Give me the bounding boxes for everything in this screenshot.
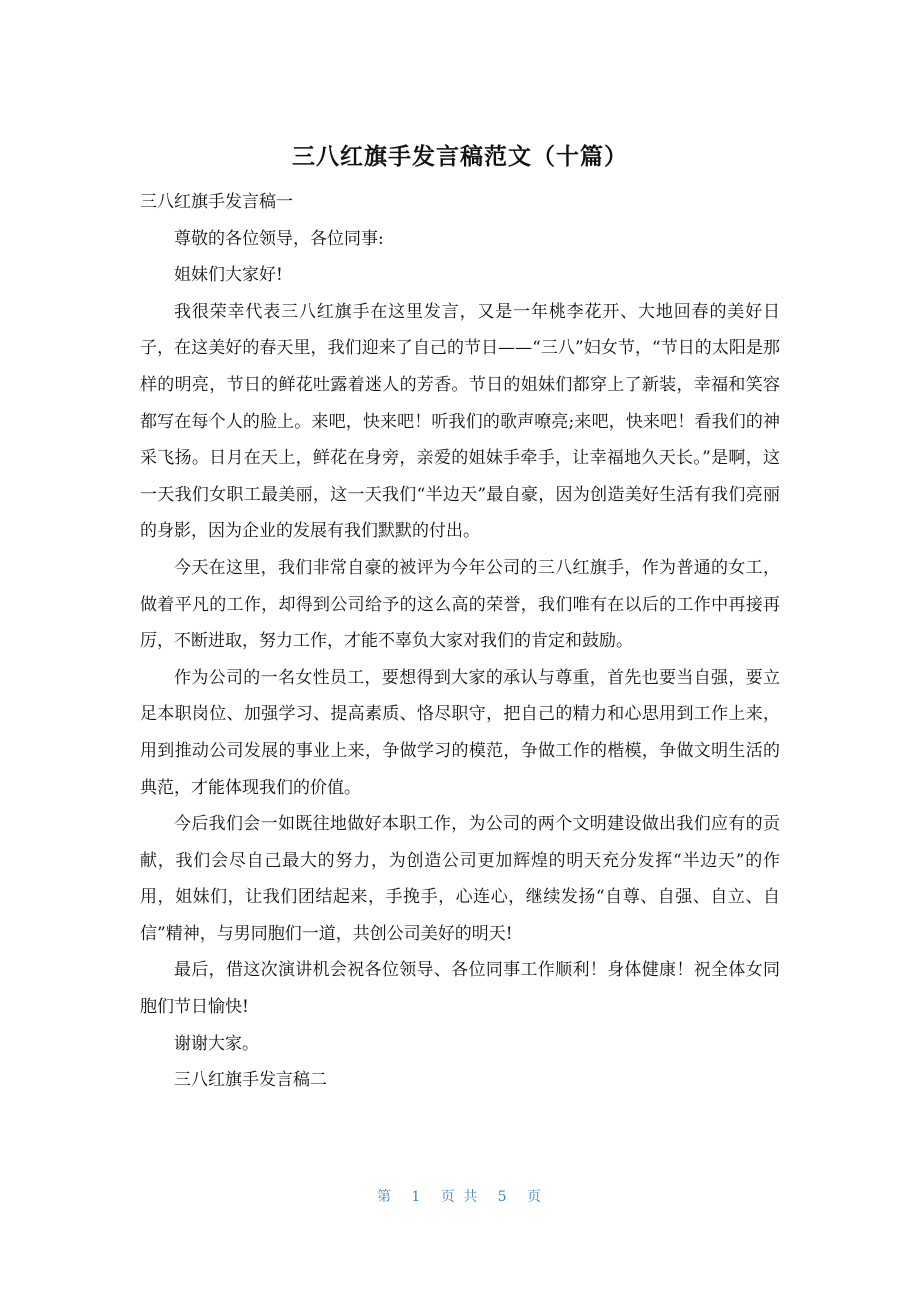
footer-total-pages: 5 [497, 1189, 509, 1205]
paragraph-3: 作为公司的一名女性员工，要想得到大家的承认与尊重，首先也要当自强，要立足本职岗位、加强学习、提高素质、恪尽职守，把自己的精力和心思用到工作上来，用到推动公司发展的事业上来，争做学习的模范，争做工作的楷模，争做文明生活的典范，才能体现我们的价值。 [140, 667, 780, 798]
paragraph-greeting: 姐妹们大家好! [174, 265, 283, 286]
footer-label-pages: 页 [527, 1189, 544, 1205]
section-heading: 三八红旗手发言稿一 [140, 192, 293, 212]
footer-label-page: 第 [376, 1189, 393, 1205]
footer-label-of: 页 共 [440, 1189, 480, 1205]
paragraph-2: 今天在这里，我们非常自豪的被评为今年公司的三八红旗手，作为普通的女工，做着平凡的工作，却得到公司给予的这么高的荣誉，我们唯有在以后的工作中再接再厉，不断进取，努力工作，才能不辜负大家对我们的肯定和鼓励。 [140, 557, 780, 652]
paragraph-5: 最后，借这次演讲机会祝各位领导、各位同事工作顺利！身体健康！祝全体女同胞们节日愉快! [140, 960, 780, 1018]
paragraph-4: 今后我们会一如既往地做好本职工作，为公司的两个文明建设做出我们应有的贡献，我们会尽自己最大的努力，为创造公司更加辉煌的明天充分发挥“半边天”的作用，姐妹们，让我们团结起来，手挽手，心连心，继续发扬“自尊、自强、自立、自信”精神，与男同胞们一道，共创公司美好的明天! [140, 814, 780, 944]
page-footer [0, 1186, 920, 1208]
paragraph-closing: 谢谢大家。 [174, 1033, 259, 1054]
paragraph-salutation: 尊敬的各位领导，各位同事: [174, 228, 384, 249]
paragraph-1: 我很荣幸代表三八红旗手在这里发言，又是一年桃李花开、大地回春的美好日子，在这美好的春天里，我们迎来了自己的节日——“三八”妇女节，“节日的太阳是那样的明亮，节日的鲜花吐露着迷人的芳香。节日的姐妹们都穿上了新装，幸福和笑容都写在每个人的脸上。来吧，快来吧！听我们的歌声嘹亮;来吧，快来吧！看我们的神采飞扬。日月在天上，鲜花在身旁，亲爱的姐妹手牵手，让幸福地久天长。”是啊，这一天我们女职工最美丽，这一天我们“半边天”最自豪，因为创造美好生活有我们亮丽的身影，因为企业的发展有我们默默的付出。 [140, 301, 780, 542]
next-section-heading: 三八红旗手发言稿二 [174, 1070, 327, 1091]
document-body [140, 184, 780, 1099]
document-title: 三八红旗手发言稿范文（十篇） [292, 144, 628, 170]
footer-current-page: 1 [411, 1189, 423, 1205]
